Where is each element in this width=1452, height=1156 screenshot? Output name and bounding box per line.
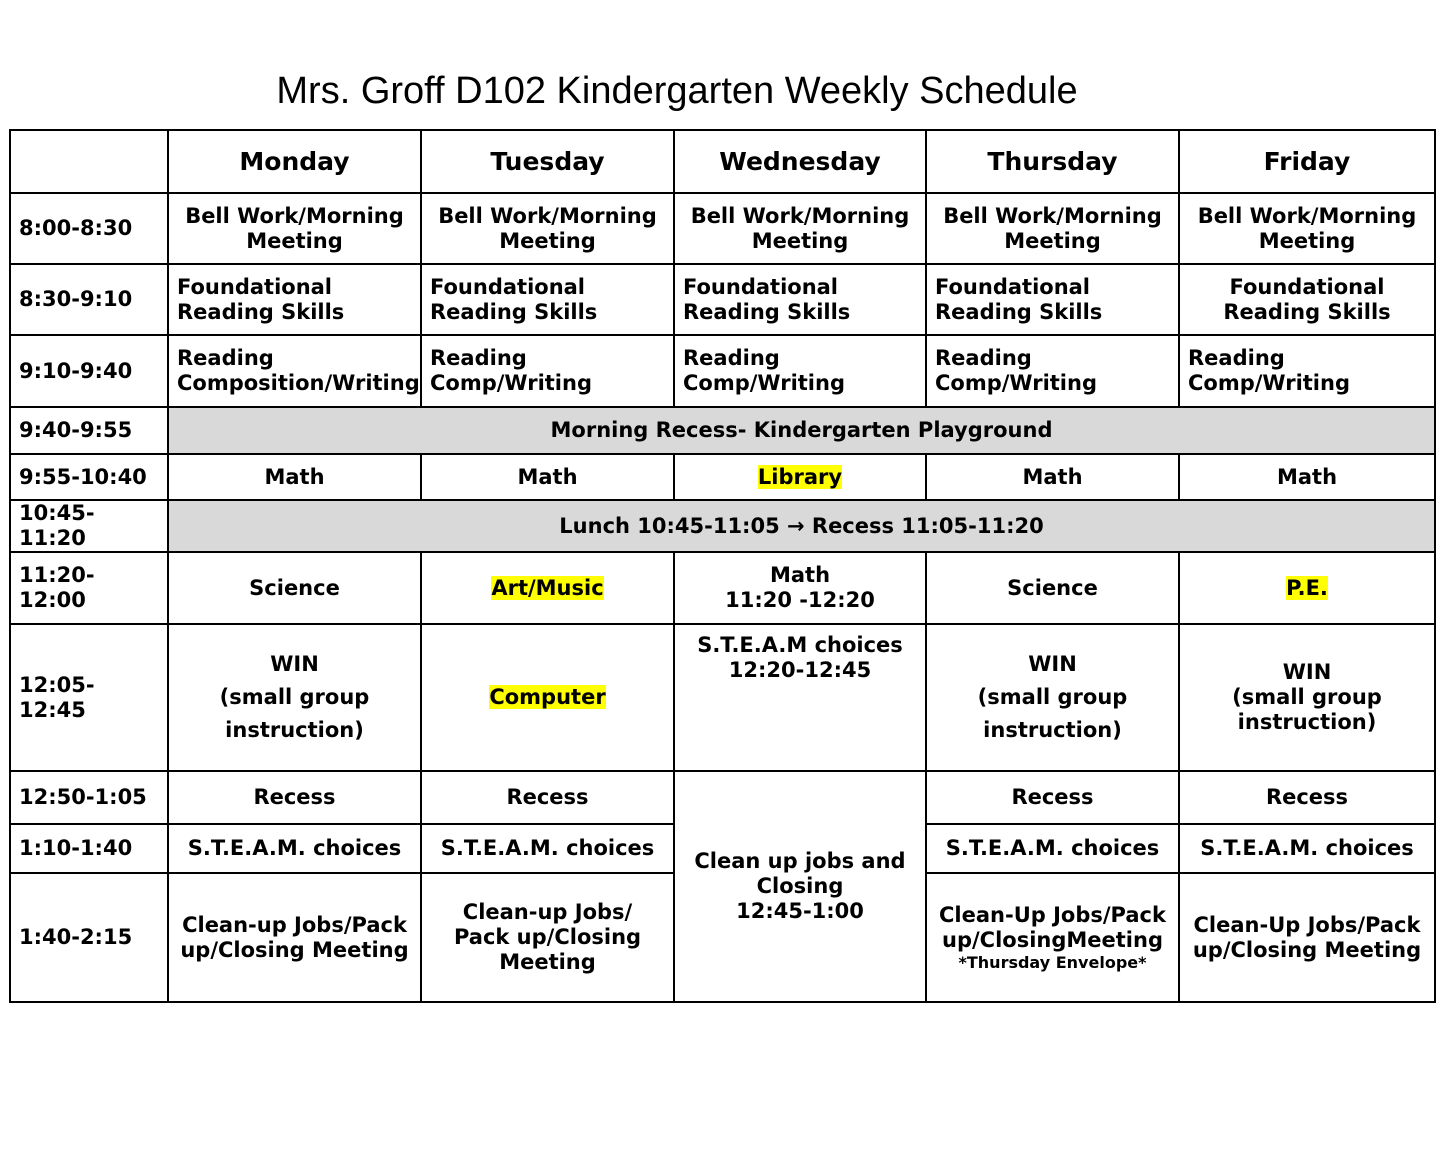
activity-cell: S.T.E.A.M. choices [421, 824, 674, 873]
wednesday-closing-cell [674, 771, 926, 1002]
activity-text: (small group [977, 685, 1128, 709]
activity-text: instruction) [1237, 710, 1377, 734]
activity-cell: Foundational Reading Skills [168, 264, 421, 335]
activity-cell [926, 624, 1179, 771]
time-cell: 11:20-12:00 [10, 552, 168, 624]
activity-text: S.T.E.A.M choices [697, 633, 903, 657]
schedule-row [10, 407, 1435, 454]
activity-text: Clean-up Jobs/ [462, 900, 633, 924]
activity-cell: Foundational Reading Skills [1179, 264, 1435, 335]
highlighted-text: Art/Music [491, 575, 604, 600]
activity-text: Clean up jobs and [694, 849, 906, 873]
activity-cell: Recess [926, 771, 1179, 824]
activity-cell [168, 873, 421, 1002]
activity-text: Closing [756, 874, 844, 898]
schedule-row [10, 335, 1435, 407]
activity-cell [674, 624, 926, 771]
activity-cell [674, 552, 926, 624]
activity-cell: Foundational Reading Skills [421, 264, 674, 335]
activity-note: *Thursday Envelope* [958, 952, 1147, 972]
activity-cell: Math [421, 454, 674, 500]
activity-cell [421, 873, 674, 1002]
day-header-friday: Friday [1179, 130, 1435, 193]
activity-cell: Foundational Reading Skills [926, 264, 1179, 335]
morning-recess-band: Morning Recess- Kindergarten Playground [168, 407, 1435, 454]
activity-cell [1179, 624, 1435, 771]
activity-cell: Bell Work/Morning Meeting [421, 193, 674, 264]
activity-text: Meeting [499, 950, 596, 974]
activity-cell: Recess [168, 771, 421, 824]
activity-cell: Reading Composition/Writing [168, 335, 421, 407]
time-cell: 1:40-2:15 [10, 873, 168, 1002]
time-cell: 9:10-9:40 [10, 335, 168, 407]
highlighted-text: Library [757, 464, 843, 489]
activity-cell: S.T.E.A.M. choices [1179, 824, 1435, 873]
day-header-thursday: Thursday [926, 130, 1179, 193]
time-cell: 10:45-11:20 [10, 500, 168, 552]
activity-cell: Math [1179, 454, 1435, 500]
highlighted-text: Computer [489, 685, 606, 709]
activity-text: up/ClosingMeeting [942, 927, 1163, 952]
schedule-table [9, 129, 1436, 1003]
activity-cell: Reading Comp/Writing [926, 335, 1179, 407]
activity-cell [1179, 873, 1435, 1002]
schedule-row [10, 500, 1435, 552]
activity-text: up/Closing Meeting [1192, 937, 1422, 962]
activity-cell: Recess [421, 771, 674, 824]
activity-cell: Reading Comp/Writing [421, 335, 674, 407]
activity-cell: Reading Comp/Writing [1179, 335, 1435, 407]
day-header-monday: Monday [168, 130, 421, 193]
activity-text: WIN [1028, 652, 1077, 676]
activity-text: up/Closing Meeting [180, 937, 409, 962]
day-header-tuesday: Tuesday [421, 130, 674, 193]
activity-cell [168, 624, 421, 771]
time-cell: 8:00-8:30 [10, 193, 168, 264]
activity-text: instruction) [983, 718, 1122, 742]
activity-cell: Foundational Reading Skills [674, 264, 926, 335]
schedule-row [10, 624, 1435, 771]
activity-text: Pack up/Closing [453, 925, 642, 949]
page-title: Mrs. Groff D102 Kindergarten Weekly Schedule [276, 70, 1078, 112]
activity-text: WIN [270, 652, 319, 676]
day-header-wednesday: Wednesday [674, 130, 926, 193]
activity-text: (small group [1232, 685, 1382, 709]
schedule-row [10, 552, 1435, 624]
time-cell: 12:50-1:05 [10, 771, 168, 824]
activity-cell: S.T.E.A.M. choices [168, 824, 421, 873]
activity-text: Clean-Up Jobs/Pack [939, 902, 1166, 927]
activity-cell: Bell Work/Morning Meeting [926, 193, 1179, 264]
activity-text: Math [769, 563, 831, 587]
time-cell: 1:10-1:40 [10, 824, 168, 873]
header-row [10, 130, 1435, 193]
time-cell: 8:30-9:10 [10, 264, 168, 335]
activity-cell: Science [168, 552, 421, 624]
activity-cell: Bell Work/Morning Meeting [674, 193, 926, 264]
activity-cell: Recess [1179, 771, 1435, 824]
activity-cell-computer [421, 624, 674, 771]
schedule-row [10, 264, 1435, 335]
activity-cell: Reading Comp/Writing [674, 335, 926, 407]
activity-text: instruction) [225, 718, 364, 742]
time-cell: 9:40-9:55 [10, 407, 168, 454]
activity-text: (small group [219, 685, 370, 709]
schedule-row [10, 454, 1435, 500]
activity-cell: Bell Work/Morning Meeting [1179, 193, 1435, 264]
activity-time: 12:20-12:45 [728, 658, 872, 682]
activity-text: Clean-up Jobs/Pack [182, 912, 407, 937]
corner-cell [10, 130, 168, 193]
activity-cell: S.T.E.A.M. choices [926, 824, 1179, 873]
schedule-row [10, 771, 1435, 824]
activity-cell: Bell Work/Morning Meeting [168, 193, 421, 264]
activity-time: 11:20 -12:20 [725, 588, 875, 612]
activity-cell-art-music [421, 552, 674, 624]
activity-cell: Math [168, 454, 421, 500]
time-cell: 9:55-10:40 [10, 454, 168, 500]
activity-time: 12:45-1:00 [736, 899, 864, 923]
activity-text: WIN [1282, 660, 1332, 684]
activity-cell-pe [1179, 552, 1435, 624]
activity-cell: Math [926, 454, 1179, 500]
lunch-recess-band: Lunch 10:45-11:05 → Recess 11:05-11:20 [168, 500, 1435, 552]
schedule-row [10, 193, 1435, 264]
activity-text: Clean-Up Jobs/Pack [1193, 912, 1421, 937]
activity-cell: Science [926, 552, 1179, 624]
activity-cell [926, 873, 1179, 1002]
activity-cell-library [674, 454, 926, 500]
highlighted-text: P.E. [1286, 575, 1328, 600]
time-cell: 12:05-12:45 [10, 624, 168, 771]
